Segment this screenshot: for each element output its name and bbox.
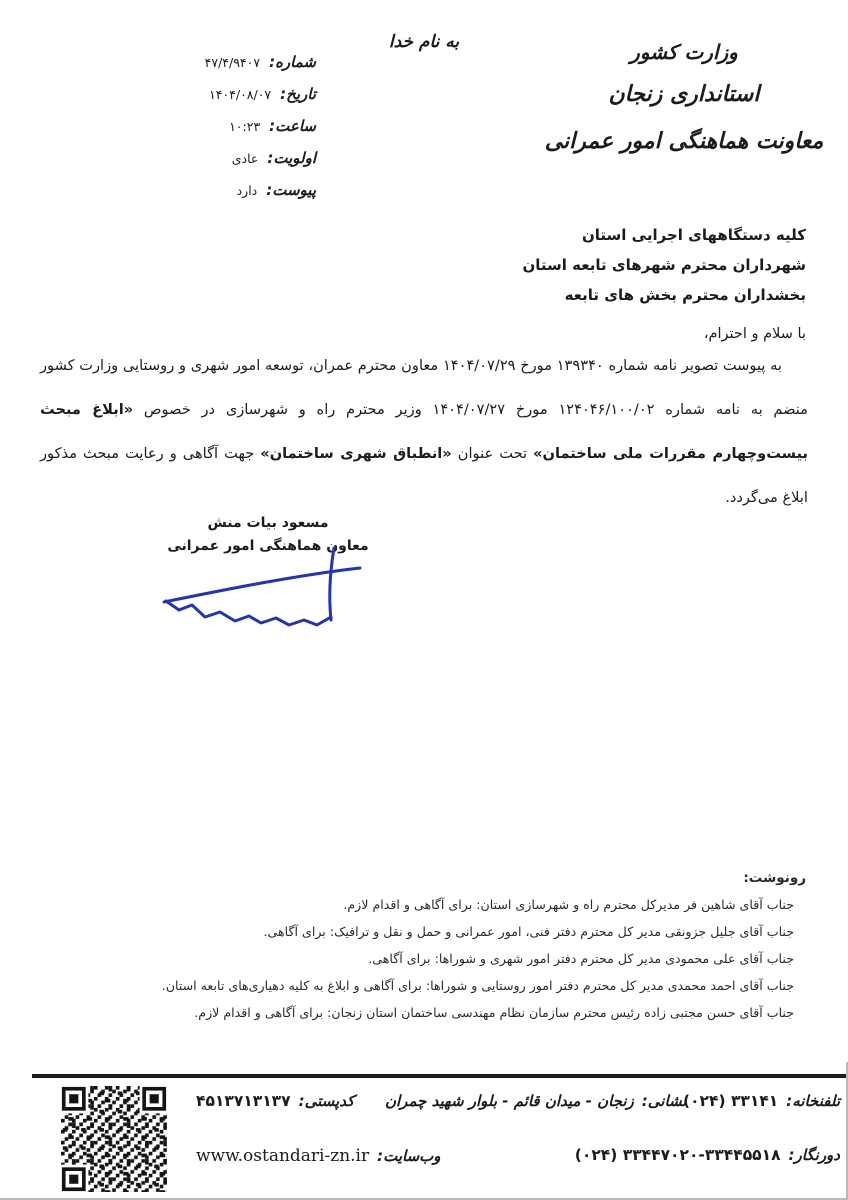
meta-priority-value: عادی (231, 150, 259, 166)
meta-priority-label: اولویت: (267, 149, 316, 167)
meta-attachment-value: دارد (236, 182, 258, 198)
footer-postal-label: کدپستی: (298, 1092, 355, 1110)
recipient-line: شهرداران محترم شهرهای تابعه استان (522, 256, 806, 274)
meta-number-label: شماره: (269, 53, 316, 71)
body-text-part: به پیوست تصویر نامه شماره ۱۳۹۳۴۰ مورخ ۱۴۰۴/۰۷/۲۹ معاون محترم عمران، توسعه امور شهری و روستایی وزارت کشور منضم به نامه شماره ۱۲۴۰۴۶/۱۰۰/۰۲ مورخ ۱۴۰۴/۰۷/۲۷ وزیر محترم راه و شهرسازی در خصوص (40, 357, 808, 418)
qr-code-icon (58, 1086, 170, 1192)
recipients-block (522, 220, 806, 310)
footer-divider (32, 1074, 848, 1078)
footer-fax-value: (۰۲۴) ۳۳۴۴۷۰۲۰-۳۳۴۴۵۵۱۸ (574, 1146, 781, 1164)
meta-date-row (205, 78, 316, 110)
footer-phone (683, 1092, 840, 1110)
meta-number-value: ۴۷/۴/۹۴۰۷ (204, 54, 261, 70)
letterhead-deputy: معاونت هماهنگی امور عمرانی (544, 129, 824, 154)
meta-date-label: تاریخ: (280, 85, 316, 103)
footer-website-value: www.ostandari-zn.ir (196, 1146, 370, 1166)
cc-item: جناب آقای علی محمودی مدیر کل محترم دفتر امور شهری و شوراها: برای آگاهی. (368, 951, 794, 966)
footer-postal-code (196, 1092, 354, 1110)
letterhead-governorate: استانداری زنجان (608, 82, 760, 107)
cc-label: رونوشت: (743, 870, 806, 886)
body-text-part: جهت آگاهی و رعایت مبحث مذکور ابلاغ می‌گردد. (40, 445, 808, 506)
letterhead (524, 40, 844, 154)
footer-address-value: زنجان - میدان قائم - بلوار شهید چمران (385, 1092, 634, 1110)
footer-website-label: وب‌سایت: (377, 1147, 441, 1165)
recipient-line: کلیه دستگاههای اجرایی استان (581, 226, 806, 244)
footer-address-label: نشانی: (641, 1092, 687, 1110)
body-paragraph (40, 344, 808, 520)
footer-phone-value: (۰۲۴) ۳۳۱۴۱ (683, 1092, 779, 1110)
footer-fax-label: دورنگار: (788, 1146, 840, 1164)
cc-item: جناب آقای جلیل جزونقی مدیر کل محترم دفتر فنی، امور عمرانی و حمل و نقل و ترافیک: برای آگاهی. (263, 924, 794, 939)
footer-postal-value: ۴۵۱۳۷۱۳۱۳۷ (196, 1092, 291, 1110)
footer-website (196, 1146, 441, 1166)
cc-section (42, 870, 806, 1026)
meta-date-value: ۱۴۰۴/۰۸/۰۷ (209, 86, 272, 102)
meta-time-value: ۱۰:۲۳ (229, 118, 261, 134)
meta-time-label: ساعت: (269, 117, 316, 135)
footer-phone-label: تلفنخانه: (786, 1092, 840, 1110)
body-bold-phrase: «انطباق شهری ساختمان» (260, 445, 452, 462)
cc-item: جناب آقای احمد محمدی مدیر کل محترم دفتر امور روستایی و شوراها: برای آگاهی و ابلاغ به کلیه دهیاری‌های تابعه استان. (161, 978, 794, 993)
handwritten-signature-icon (148, 544, 368, 632)
recipient-line: بخشداران محترم بخش های تابعه (564, 286, 806, 304)
meta-attachment-row (205, 174, 316, 206)
footer-fax (575, 1146, 840, 1164)
signer-title: معاون هماهنگی امور عمرانی (167, 538, 369, 554)
signer-name: مسعود بیات منش (207, 515, 329, 531)
cc-item: جناب آقای شاهین فر مدیرکل محترم راه و شهرسازی استان: برای آگاهی و اقدام لازم. (343, 897, 794, 912)
letter-meta (205, 46, 316, 206)
meta-number-row (205, 46, 316, 78)
letterhead-ministry: وزارت کشور (630, 40, 738, 64)
salutation-text: با سلام و احترام، (703, 326, 806, 342)
cc-item: جناب آقای حسن مجتبی زاده رئیس محترم سازمان نظام مهندسی ساختمان استان زنجان: برای آگاهی و اقدام لازم. (194, 1005, 794, 1020)
meta-attachment-label: پیوست: (266, 181, 316, 199)
body-text-part: تحت عنوان (451, 445, 534, 462)
meta-priority-row (205, 142, 316, 174)
body-bold-phrase: «ابلاغ مبحث بیست‌وچهارم مقررات ملی ساختمان» (40, 401, 808, 462)
bismillah-text: به نام خدا (388, 32, 460, 52)
footer-address (385, 1092, 687, 1110)
meta-time-row (205, 110, 316, 142)
